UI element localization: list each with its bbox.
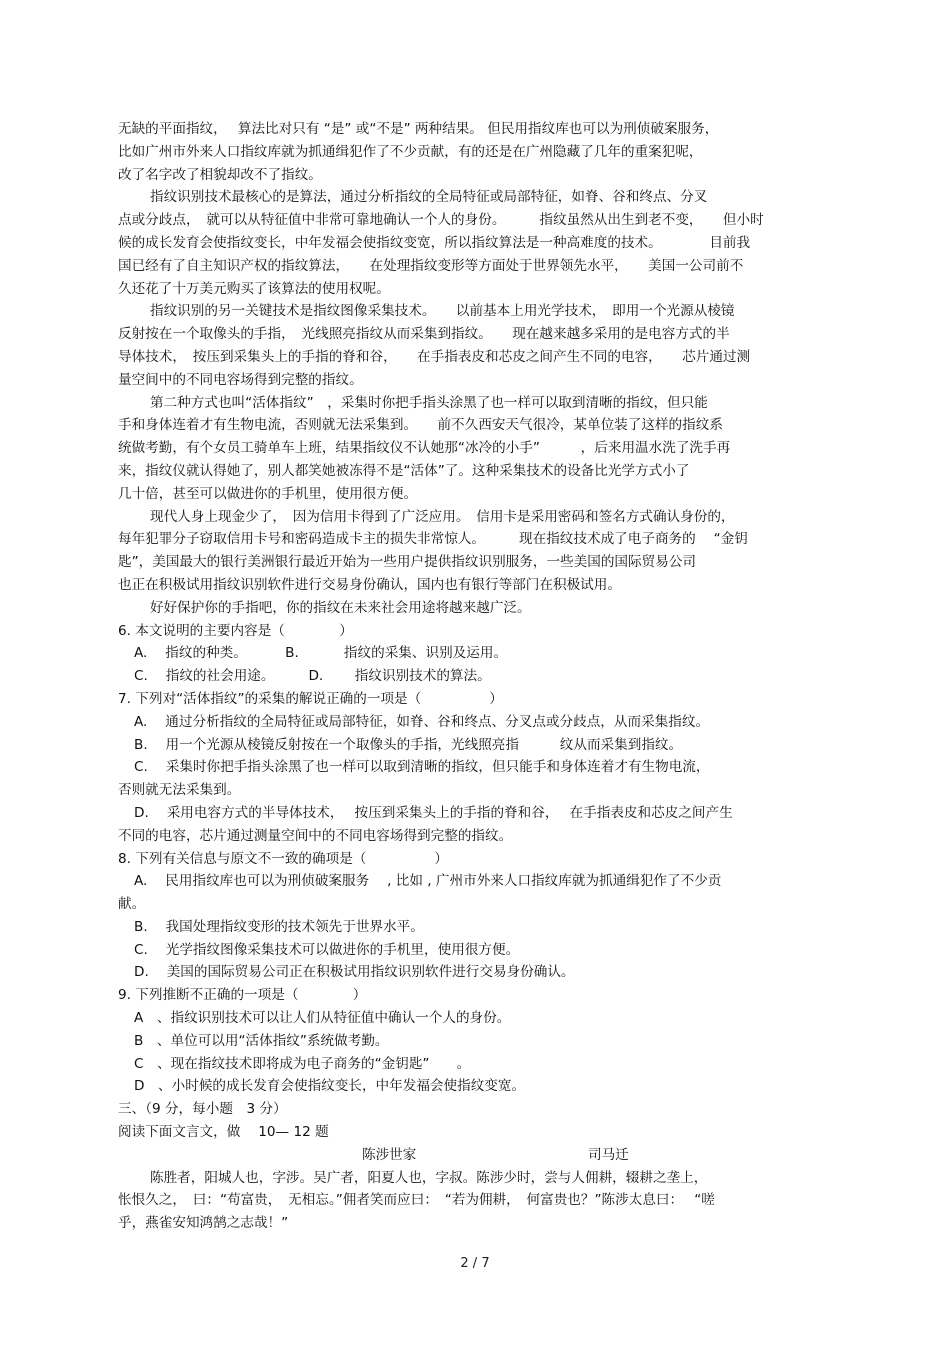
section-header: 三、（9 分，每小题 3 分） xyxy=(118,1101,287,1118)
answer-option-b: B. 我国处理指纹变形的技术领先于世界水平。 xyxy=(134,918,424,935)
page-content xyxy=(118,118,833,1235)
passage-paragraph-2 xyxy=(118,186,833,300)
text-line: 无缺的平面指纹， 算法比对只有 “是” 或“不是” 两种结果。 但民用指纹库也可以为刑侦破案服务， xyxy=(118,121,719,137)
passage-paragraph-5 xyxy=(118,506,833,597)
text-line: 国已经有了自主知识产权的指纹算法， 在处理指纹变形等方面处于世界领先水平， 美国一公司前不 xyxy=(118,257,744,274)
section-instruction: 阅读下面文言文，做 10— 12 题 xyxy=(118,1124,329,1141)
text-line: 点或分歧点， 就可以从特征值中非常可靠地确认一个人的身份。 指纹虽然从出生到老不变， 但小时 xyxy=(118,212,764,229)
question-stem: 7. 下列对“活体指纹”的采集的解说正确的一项是（ ） xyxy=(118,690,503,707)
answer-option-a: A. 民用指纹库也可以为刑侦破案服务 , 比如 , 广州市外来人口指纹库就为抓通缉犯作了不少贡 xyxy=(134,873,722,890)
answer-option-b: B 、单位可以用“活体指纹”系统做考勤。 xyxy=(134,1032,389,1049)
classical-text-author: 司马迁 xyxy=(588,1146,629,1163)
section-3 xyxy=(118,1098,833,1235)
text-line: 反射按在一个取像头的手指， 光线照亮指纹从而采集到指纹。 现在越来越多采用的是电容方式的半 xyxy=(118,326,730,343)
answer-option-d: D 、小时候的成长发育会使指纹变长，中年发福会使指纹变宽。 xyxy=(134,1078,526,1095)
text-line: 手和身体连着才有生物电流，否则就无法采集到。 前不久西安天气很冷，某单位装了这样的指纹系 xyxy=(118,417,723,434)
classical-text-line: 怅恨久之， 曰：“苟富贵， 无相忘。”佣者笑而应曰： “若为佣耕， 何富贵也？”陈涉太息曰： “嗟 xyxy=(118,1192,715,1209)
text-line: 比如广州市外来人口指纹库就为抓通缉犯作了不少贡献，有的还是在广州隐藏了几年的重案犯呢， xyxy=(118,143,703,160)
text-line: 也正在积极试用指纹识别软件进行交易身份确认，国内也有银行等部门在积极试用。 xyxy=(118,576,621,593)
text-line: 量空间中的不同电容场得到完整的指纹。 xyxy=(118,371,363,388)
text-line: 候的成长发育会使指纹变长，中年发福会使指纹变宽，所以指纹算法是一种高难度的技术。 目前我 xyxy=(118,234,751,251)
answer-option-c-continued: 否则就无法采集到。 xyxy=(118,782,241,799)
question-7 xyxy=(118,688,833,848)
text-line: 指纹识别的另一关键技术是指纹图像采集技术。 以前基本上用光学技术， 即用一个光源从棱镜 xyxy=(150,303,735,320)
text-line: 第二种方式也叫“活体指纹” ，采集时你把手指头涂黑了也一样可以取到清晰的指纹，但只能 xyxy=(150,394,708,411)
passage-paragraph-4 xyxy=(118,392,833,506)
passage-paragraph-1 xyxy=(118,118,833,186)
text-line: 导体技术， 按压到采集头上的手指的脊和谷， 在手指表皮和芯皮之间产生不同的电容， 芯片通过测 xyxy=(118,348,751,365)
answer-options: C. 指纹的社会用途。 D. 指纹识别技术的算法。 xyxy=(134,668,491,685)
text-line: 来，指纹仪就认得她了，别人都笑她被冻得不是“活体”了。这种采集技术的设备比光学方式小了 xyxy=(118,462,690,479)
answer-option-a: A. 通过分析指纹的全局特征或局部特征，如脊、谷和终点、分叉点或分歧点，从而采集指纹。 xyxy=(134,713,710,730)
answer-option-d: D. 采用电容方式的半导体技术， 按压到采集头上的手指的脊和谷， 在手指表皮和芯皮之间产生 xyxy=(134,804,733,821)
answer-option-d-continued: 不同的电容，芯片通过测量空间中的不同电容场得到完整的指纹。 xyxy=(118,827,513,844)
text-line: 现代人身上现金少了， 因为信用卡得到了广泛应用。 信用卡是采用密码和签名方式确认身份的， xyxy=(150,508,735,525)
question-stem: 8. 下列有关信息与原文不一致的确项是（ ） xyxy=(118,850,448,867)
text-title-row xyxy=(118,1144,833,1167)
text-line: 每年犯罪分子窃取信用卡号和密码造成卡主的损失非常惊人。 现在指纹技术成了电子商务的 “金钥 xyxy=(118,531,748,548)
answer-option-c: C. 光学指纹图像采集技术可以做进你的手机里，使用很方便。 xyxy=(134,941,520,958)
text-line: 久还花了十万美元购买了该算法的使用权呢。 xyxy=(118,280,390,297)
answer-option-c: C 、现在指纹技术即将成为电子商务的“金钥匙” 。 xyxy=(134,1055,471,1072)
text-line: 指纹识别技术最核心的是算法，通过分析指纹的全局特征或局部特征，如脊、谷和终点、分叉 xyxy=(150,189,708,206)
text-line: 改了名字改了相貌却改不了指纹。 xyxy=(118,166,322,183)
answer-option-c: C. 采集时你把手指头涂黑了也一样可以取到清晰的指纹，但只能手和身体连着才有生物电流， xyxy=(134,759,710,776)
answer-options: A. 指纹的种类。 B. 指纹的采集、识别及运用。 xyxy=(134,645,508,662)
answer-option-a: A 、指纹识别技术可以让人们从特征值中确认一个人的身份。 xyxy=(134,1010,511,1027)
passage-paragraph-6 xyxy=(118,597,833,620)
passage-paragraph-3 xyxy=(118,300,833,391)
question-9 xyxy=(118,984,833,1098)
text-line: 几十倍，甚至可以做进你的手机里，使用很方便。 xyxy=(118,485,418,502)
question-8 xyxy=(118,848,833,985)
answer-option-b: B. 用一个光源从棱镜反射按在一个取像头的手指，光线照亮指 纹从而采集到指纹。 xyxy=(134,736,683,753)
question-stem: 6. 本文说明的主要内容是（ ） xyxy=(118,622,353,639)
classical-text-line: 陈胜者，阳城人也，字涉。吴广者，阳夏人也，字叔。陈涉少时，尝与人佣耕，辍耕之垄上， xyxy=(150,1169,708,1186)
classical-text-title: 陈涉世家 xyxy=(362,1146,417,1163)
page-number: 2 / 7 xyxy=(460,1256,490,1271)
answer-option-a-continued: 献。 xyxy=(118,896,146,913)
answer-option-d: D. 美国的国际贸易公司正在积极试用指纹识别软件进行交易身份确认。 xyxy=(134,964,575,981)
question-6 xyxy=(118,620,833,688)
text-line: 统做考勤，有个女员工骑单车上班，结果指纹仪不认她那“冰冷的小手” ，后来用温水洗了洗手再 xyxy=(118,440,731,457)
classical-text-line: 乎，燕雀安知鸿鹄之志哉！” xyxy=(118,1215,289,1232)
question-stem: 9. 下列推断不正确的一项是（ ） xyxy=(118,987,367,1004)
text-line: 好好保护你的手指吧，你的指纹在未来社会用途将越来越广泛。 xyxy=(150,599,531,616)
text-line: 匙”，美国最大的银行美洲银行最近开始为一些用户提供指纹识别服务，一些美国的国际贸易公司 xyxy=(118,554,696,571)
